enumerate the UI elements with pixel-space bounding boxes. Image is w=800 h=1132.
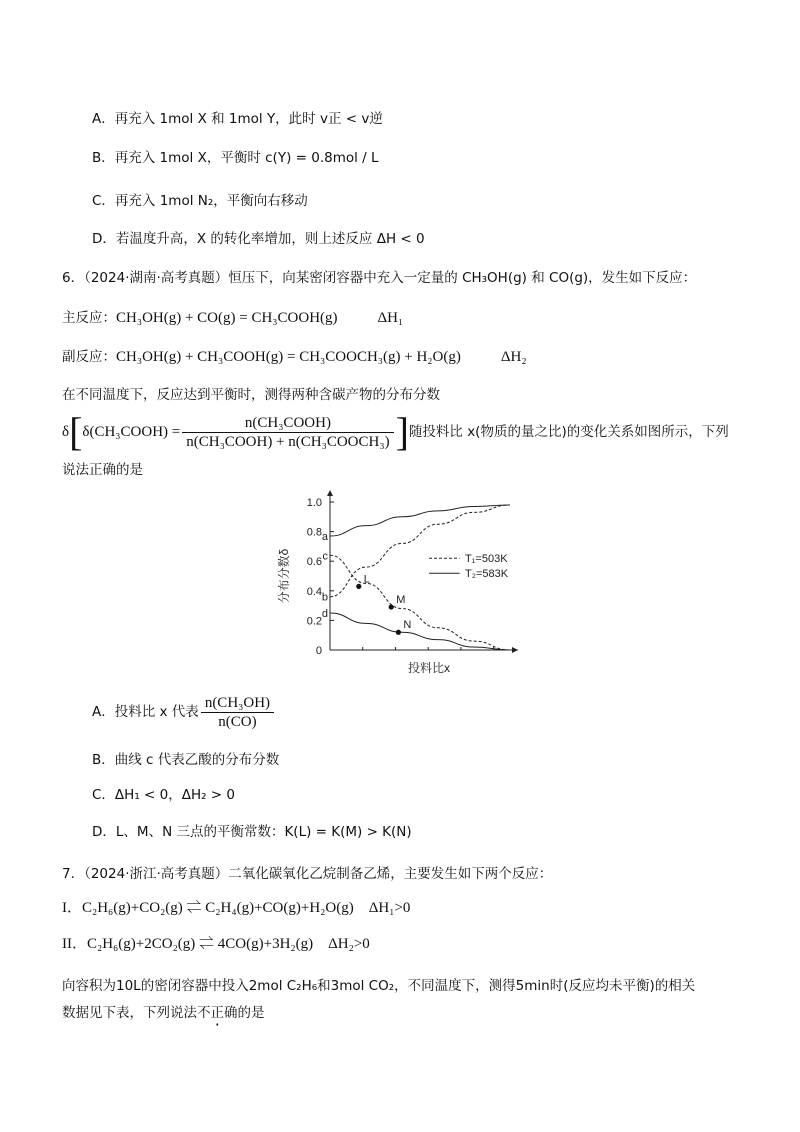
y-tick-label: 0.8 [306, 526, 322, 539]
q6-delta-definition: δ[δ(CH₃COOH) = $\frac{\text{n(CH₃COOH)}}{\text{n(CH₃COOH) + n(CH₃COOCH₃)}}$ ]随投料比 x(物质的量之比)的变化关系如图所示，下列 [62, 409, 729, 454]
delta-numerator: n(CH₃COOH) [182, 414, 393, 433]
y-tick-label: 0.4 [306, 585, 322, 598]
opta-denominator: n(CO) [218, 713, 257, 730]
q5-option-b: B．再充入 1mol X，平衡时 c(Y) = 0.8mol / L [92, 150, 379, 166]
main-rxn-label: 主反应： [62, 310, 116, 326]
q6-option-c: C．ΔH₁ < 0，ΔH₂ > 0 [92, 787, 235, 803]
q6-option-b: B．曲线 c 代表乙酸的分布分数 [92, 752, 280, 768]
q7-para-2: 数据见下表，下列说法不正确的是 [62, 1005, 265, 1021]
q6-option-a: A．投料比 x 代表 $\frac{\text{n(CH₃OH)}}{n(CO)}$ [92, 692, 276, 732]
q5-option-d: D．若温度升高，X 的转化率增加，则上述反应 ΔH < 0 [92, 231, 425, 247]
curve-a [330, 505, 510, 536]
curve-label-a: a [321, 531, 328, 544]
q6-main-reaction [62, 308, 403, 328]
q5-option-c: C．再充入 1mol N₂，平衡向右移动 [92, 193, 308, 209]
side-rxn-label: 副反应： [62, 349, 116, 365]
point-L [356, 584, 361, 589]
point-label-M: M [396, 594, 406, 607]
emphasis-not-correct: 不正确 [197, 1005, 238, 1021]
q5-option-a: A．再充入 1mol X 和 1mol Y，此时 v正 < v逆 [92, 111, 383, 127]
q7-para-1: 向容积为10L的密闭容器中投入2mol C₂H₆和3mol CO₂，不同温度下，测得5min时(反应均未平衡)的相关 [62, 978, 696, 994]
main-rxn-dh: ΔH₁ [377, 310, 404, 326]
x-axis-arrow [512, 647, 518, 653]
legend-label-0: T₁=503K [465, 553, 508, 566]
y-tick-label: 0.2 [306, 615, 322, 628]
q6-option-d: D．L、M、N 三点的平衡常数：K(L) = K(M) > K(N) [92, 824, 412, 840]
curve-label-d: d [321, 608, 328, 620]
point-label-N: N [403, 619, 412, 632]
side-rxn-dh: ΔH₂ [500, 349, 527, 365]
y-axis-label: 分布分数δ [277, 548, 291, 604]
legend-label-1: T₂=583K [465, 568, 509, 581]
delta-tail: 随投料比 x(物质的量之比)的变化关系如图所示，下列 [408, 424, 729, 440]
q6-stem: 6．（2024·湖南·高考真题）恒压下，向某密闭容器中充入一定量的 CH₃OH(g) 和 CO(g)，发生如下反应： [62, 270, 697, 286]
y-tick-label: 0 [315, 645, 322, 657]
q6-side-reaction [62, 347, 527, 367]
q7-reaction-2: II．C₂H₆(g)+2CO₂(g) ⇌ 4CO(g)+3H₂(g) ΔH₂>0 [62, 936, 370, 952]
point-M [389, 604, 394, 609]
y-tick-label: 1.0 [306, 497, 322, 509]
opta-numerator: n(CH₃OH) [201, 694, 274, 713]
y-tick-label: 0.6 [306, 556, 322, 569]
side-rxn-equation: CH₃OH(g) + CH₃COOH(g) = CH₃COOCH₃(g) + H₂O(g) [116, 349, 461, 365]
q7-stem: 7．（2024·浙江·高考真题）二氧化碳氧化乙烷制备乙烯，主要发生如下两个反应： [62, 866, 553, 882]
q6-delta-tail-2: 说法正确的是 [62, 462, 143, 478]
point-N [396, 630, 401, 635]
distribution-fraction-chart [270, 490, 530, 685]
point-label-L: L [363, 573, 370, 586]
q7-reaction-1: I．C₂H₆(g)+CO₂(g) ⇌ C₂H₄(g)+CO(g)+H₂O(g) ΔH₁>0 [62, 900, 411, 916]
delta-lhs: δ(CH₃COOH) = [82, 424, 181, 440]
curve-label-b: b [321, 591, 328, 604]
curve-b [330, 505, 510, 597]
main-rxn-equation: CH₃OH(g) + CO(g) = CH₃COOH(g) [116, 310, 338, 326]
delta-denominator: n(CH₃COOH) + n(CH₃COOCH₃) [186, 433, 390, 450]
x-axis-label: 投料比x [407, 661, 451, 675]
q6-intro: 在不同温度下，反应达到平衡时，测得两种含碳产物的分布分数 [62, 387, 440, 403]
curve-label-c: c [322, 550, 328, 563]
y-axis-arrow [327, 490, 333, 496]
